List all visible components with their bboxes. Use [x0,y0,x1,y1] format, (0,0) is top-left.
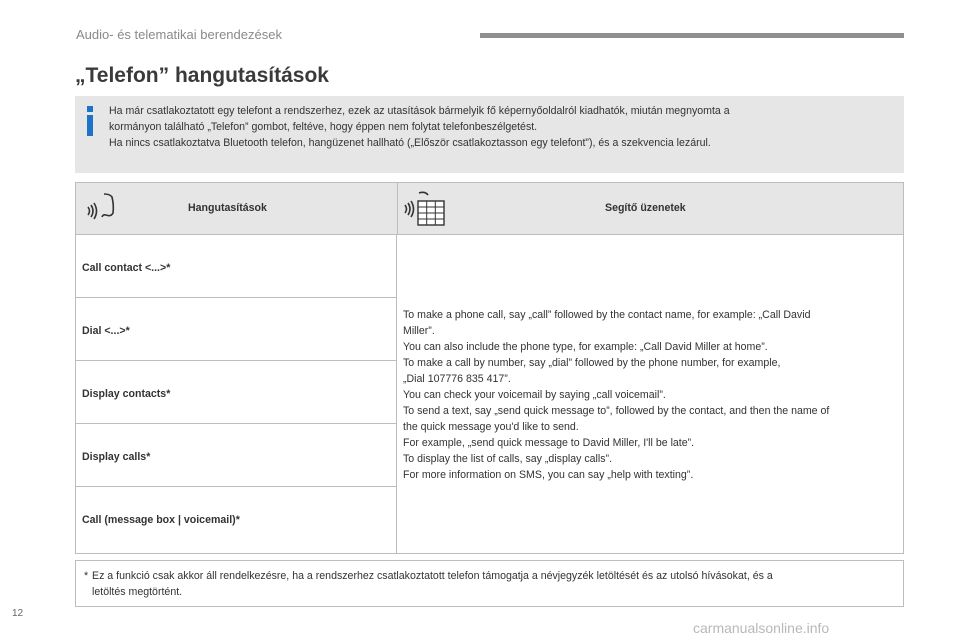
commands-table [75,182,904,554]
help-line: To send a text, say „send quick message to”, followed by the contact, and then the name of [403,405,830,417]
page-number: 12 [12,608,24,619]
header-bar [480,33,904,38]
help-line: You can also include the phone type, for example: „Call David Miller at home”. [403,341,768,353]
help-messages-cell [396,235,903,553]
footnote-marker: * [84,570,89,582]
watermark: carmanualsonline.info [693,620,830,636]
commands-column [76,235,396,553]
help-line: For example, „send quick message to David Miller, I'll be late”. [403,437,695,449]
header-commands-label: Hangutasítások [188,202,267,214]
table-row: Dial <...>* [76,298,396,361]
help-line: To make a call by number, say „dial” followed by the phone number, for example, [403,357,781,369]
info-icon [84,106,96,136]
table-row: Call (message box | voicemail)* [82,514,240,526]
table-row: Display calls* [76,424,396,487]
help-line: To display the list of calls, say „display calls”. [403,453,613,465]
footnote-line-2: letöltés megtörtént. [92,586,183,598]
table-row: Display contacts* [76,361,396,424]
help-line: Miller”. [403,325,435,337]
voice-command-icon [86,191,120,223]
table-row: Call contact <...>* [76,235,396,298]
header-help-label: Segítő üzenetek [605,202,686,214]
table-header-left [76,183,396,234]
help-line: To make a phone call, say „call” followed by the contact name, for example: „Call David [403,309,811,321]
help-line: the quick message you'd like to send. [403,421,579,433]
info-line-1: Ha már csatlakoztatott egy telefont a rendszerhez, ezek az utasítások bármelyik fő képernyőoldalról kiadhatók, miután megnyomta a [109,105,730,117]
table-header-right [397,183,904,234]
voice-help-messages-icon [403,189,449,229]
page-title: „Telefon” hangutasítások [75,64,329,87]
footnote [75,560,904,607]
footnote-line-1: Ez a funkció csak akkor áll rendelkezésre, ha a rendszerhez csatlakoztatott telefon támogatja a névjegyzék letöltését és az utolsó hívásokat, és a [92,570,773,582]
info-line-2: kormányon található „Telefon” gombot, feltéve, hogy éppen nem folytat telefonbeszélgetést. [109,121,538,133]
info-line-3: Ha nincs csatlakoztatva Bluetooth telefon, hangüzenet hallható („Először csatlakoztasson egy telefont”), és a szekvencia lezárul. [109,137,711,149]
help-line: You can check your voicemail by saying „call voicemail”. [403,389,666,401]
header-title: Audio- és telematikai berendezések [76,27,282,42]
help-line: „Dial 107776 835 417”. [403,373,511,385]
info-box [75,96,904,173]
help-line: For more information on SMS, you can say „help with texting”. [403,469,694,481]
table-header [76,183,903,235]
